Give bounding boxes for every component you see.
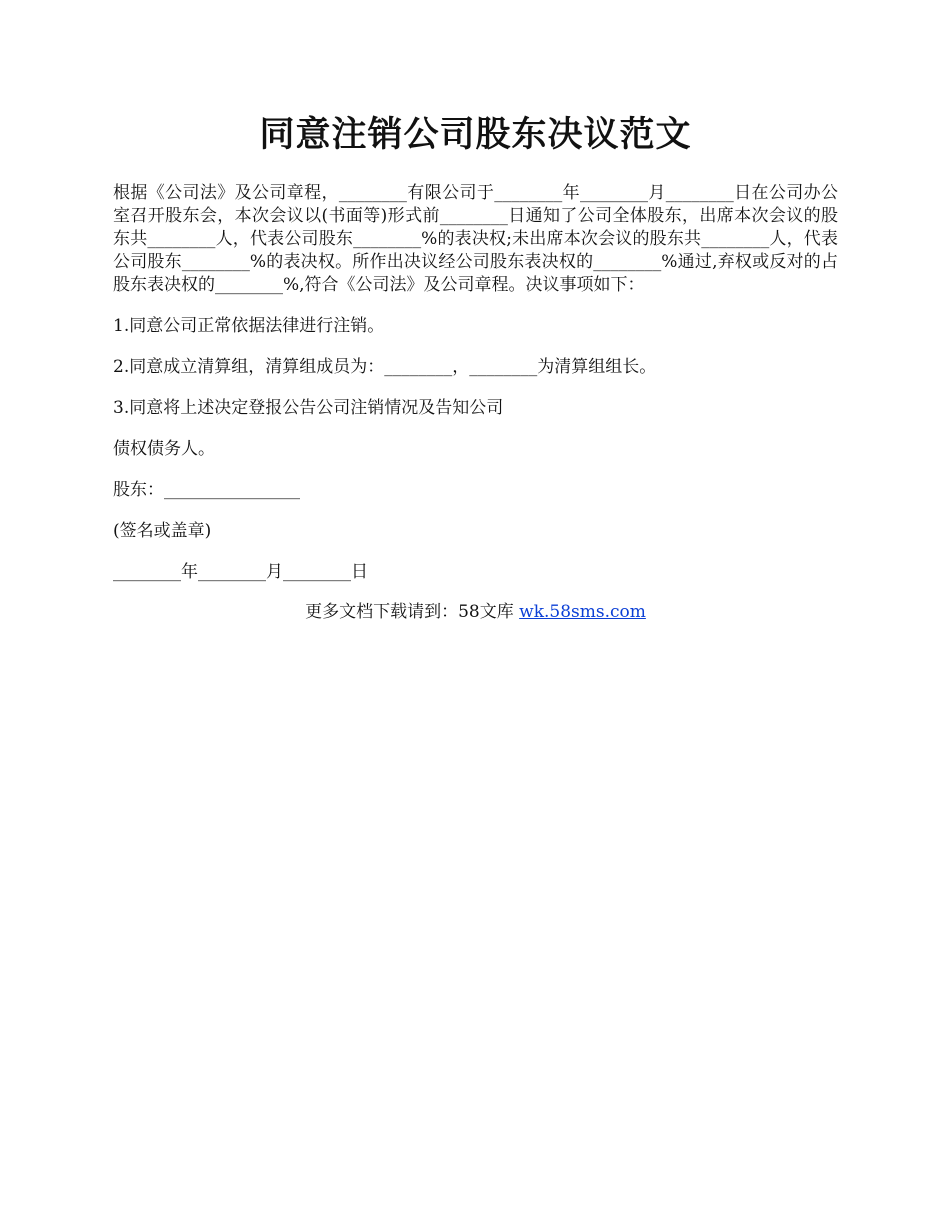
document-title: 同意注销公司股东决议范文: [259, 114, 692, 155]
resolution-item-3-continued: 债权债务人。: [113, 439, 215, 459]
resolution-item-2: 2.同意成立清算组，清算组成员为：________，________为清算组组长。: [113, 357, 657, 377]
shareholder-signature-line: 股东：________________: [113, 480, 300, 500]
intro-paragraph: 根据《公司法》及公司章程，________有限公司于________年________月________日在公司办公室召开股东会，本次会议以(书面等)形式前________日通知了公司全体股东，出席本次会议的股东共________人，代表公司股东________%的表决权;未出席本次会议的股东共________人，代表公司股东________%的表决权。所作出决议经公司股东表决权的________%通过,弃权或反对的占股东表决权的________%,符合《公司法》及公司章程。决议事项如下：: [113, 183, 838, 295]
resolution-item-1: 1.同意公司正常依据法律进行注销。: [113, 316, 385, 336]
date-line: ________年________月________日: [113, 562, 368, 582]
signature-note: (签名或盖章): [113, 521, 212, 541]
resolution-item-3: 3.同意将上述决定登报公告公司注销情况及告知公司: [113, 398, 504, 418]
footer-link[interactable]: wk.58sms.com: [519, 602, 646, 622]
download-footer: [113, 601, 838, 624]
footer-text: 更多文档下载请到：58文库: [305, 602, 520, 622]
